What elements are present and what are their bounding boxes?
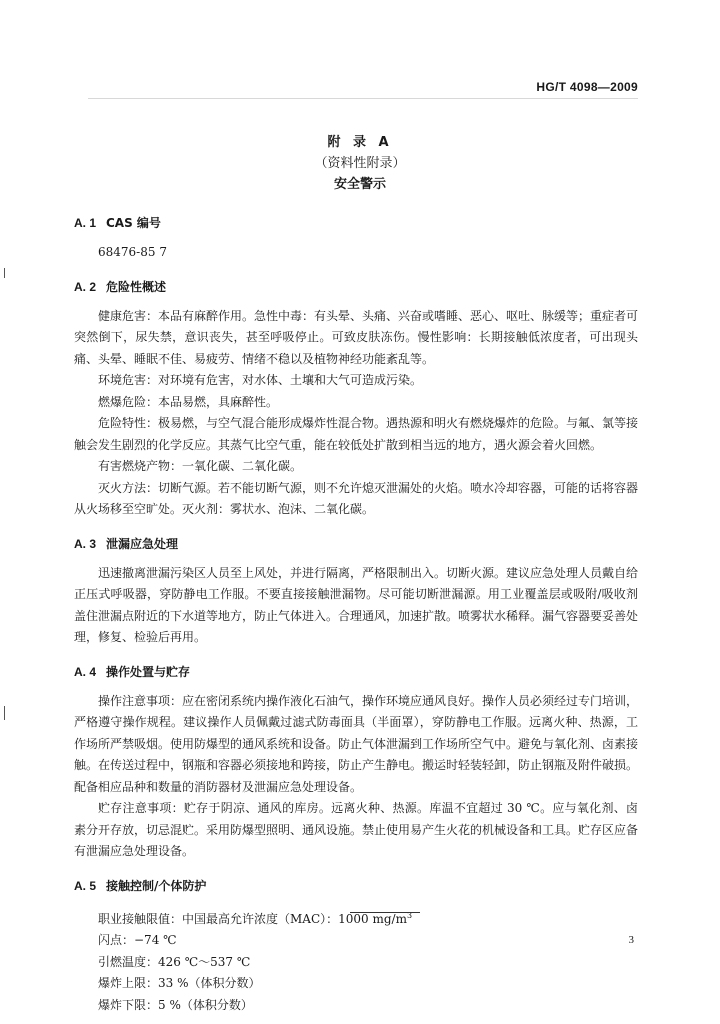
document-body bbox=[74, 208, 638, 1016]
page-number: 3 bbox=[628, 934, 634, 946]
flash-point: 闪点：−74 ℃ bbox=[98, 933, 177, 947]
appendix-title: 附 录 A bbox=[327, 135, 393, 150]
section-number: A. 4 bbox=[74, 664, 97, 679]
section-number: A. 1 bbox=[74, 216, 97, 230]
paragraph-fire-explosion: 燃爆危险：本品易燃，具麻醉性。 bbox=[98, 394, 279, 409]
explosion-lower-limit: 爆炸下限：5 %（体积分数） bbox=[98, 997, 253, 1012]
scan-margin-mark bbox=[4, 706, 5, 720]
section-number: A. 5 bbox=[74, 878, 97, 893]
paragraph-environment-hazard: 环境危害：对环境有危害，对水体、土壤和大气可造成污染。 bbox=[98, 373, 423, 387]
paragraph-handling: 操作注意事项：应在密闭系统内操作液化石油气，操作环境应通风良好。操作人员必须经过专门培训，严格遵守操作规程。建议操作人员佩戴过滤式防毒面具（半面罩），穿防静电工作服。远离火种、热源，工作场所严禁吸烟。使用防爆型的通风系统和设备。防止气体泄漏到工作场所空气中。避免与氧化剂、卤素接触。在传送过程中，钢瓶和容器必须接地和跨接，防止产生静电。搬运时轻装轻卸，防止钢瓶及附件破损。配备相应品种和数量的消防器材及泄漏应急处理设备。 bbox=[74, 693, 639, 794]
cas-number: 68476-85 7 bbox=[98, 245, 167, 259]
end-rule bbox=[350, 912, 420, 913]
paragraph-storage: 贮存注意事项：贮存于阴凉、通风的库房。远离火种、热源。库温不宜超过 30 ℃。应与氧化剂、卤素分开存放，切忌混贮。采用防爆型照明、通风设施。禁止使用易产生火花的机械设备和工具。贮存区应备有泄漏应急处理设备。 bbox=[74, 801, 639, 858]
paragraph-leak-response: 迅速撤离泄漏污染区人员至上风处，并进行隔离，严格限制出入。切断火源。建议应急处理人员戴自给正压式呼吸器，穿防静电工作服。不要直接接触泄漏物。尽可能切断泄漏源。用工业覆盖层或吸附/吸收剂盖住泄漏点附近的下水道等地方，防止气体进入。合理通风，加速扩散。喷雾状水稀释。漏气容器要妥善处理，修复、检验后再用。 bbox=[74, 565, 639, 644]
section-a3-heading bbox=[74, 535, 638, 553]
explosion-upper-limit: 爆炸上限：33 %（体积分数） bbox=[98, 976, 261, 990]
exposure-limit: 职业接触限值：中国最高允许浓度（MAC）：1000 $mg/m^3$ bbox=[98, 910, 413, 926]
section-title: CAS 编号 bbox=[106, 216, 161, 230]
section-title: 接触控制/个体防护 bbox=[106, 878, 207, 893]
appendix-type: （资料性附录） bbox=[314, 156, 406, 171]
appendix-subject: 安全警示 bbox=[333, 177, 386, 192]
appendix-title-block bbox=[0, 132, 720, 195]
section-number: A. 2 bbox=[74, 279, 97, 294]
paragraph-firefighting: 灭火方法：切断气源。若不能切断气源，则不允许熄灭泄漏处的火焰。喷水冷却容器，可能的话将容器从火场移至空旷处。灭火剂：雾状水、泡沫、二氧化碳。 bbox=[74, 480, 639, 516]
paragraph-combustion-products: 有害燃烧产物：一氧化碳、二氧化碳。 bbox=[98, 459, 303, 473]
section-a1-heading bbox=[74, 214, 638, 232]
scan-margin-mark bbox=[4, 268, 5, 278]
standard-code: HG/T 4098—2009 bbox=[536, 80, 638, 94]
section-title: 危险性概述 bbox=[106, 279, 167, 294]
header-rule bbox=[88, 98, 638, 99]
section-a5-heading bbox=[74, 877, 638, 895]
paragraph-health-hazard: 健康危害：本品有麻醉作用。急性中毒：有头晕、头痛、兴奋或嗜睡、恶心、呕吐、脉缓等；重症者可突然倒下，尿失禁，意识丧失，甚至呼吸停止。可致皮肤冻伤。慢性影响：长期接触低浓度者，可出现头痛、头晕、睡眠不佳、易疲劳、情绪不稳以及植物神经功能紊乱等。 bbox=[74, 308, 639, 366]
section-number: A. 3 bbox=[74, 536, 97, 551]
section-title: 操作处置与贮存 bbox=[106, 664, 191, 679]
ignition-temperature: 引燃温度：426 ℃～537 ℃ bbox=[98, 954, 251, 969]
section-title: 泄漏应急处理 bbox=[106, 536, 179, 551]
section-a4-heading bbox=[74, 663, 638, 681]
section-a2-heading bbox=[74, 278, 638, 296]
paragraph-hazard-properties: 危险特性：极易燃，与空气混合能形成爆炸性混合物。遇热源和明火有燃烧爆炸的危险。与氟、氯等接触会发生剧烈的化学反应。其蒸气比空气重，能在较低处扩散到相当远的地方，遇火源会着火回燃。 bbox=[74, 416, 639, 452]
